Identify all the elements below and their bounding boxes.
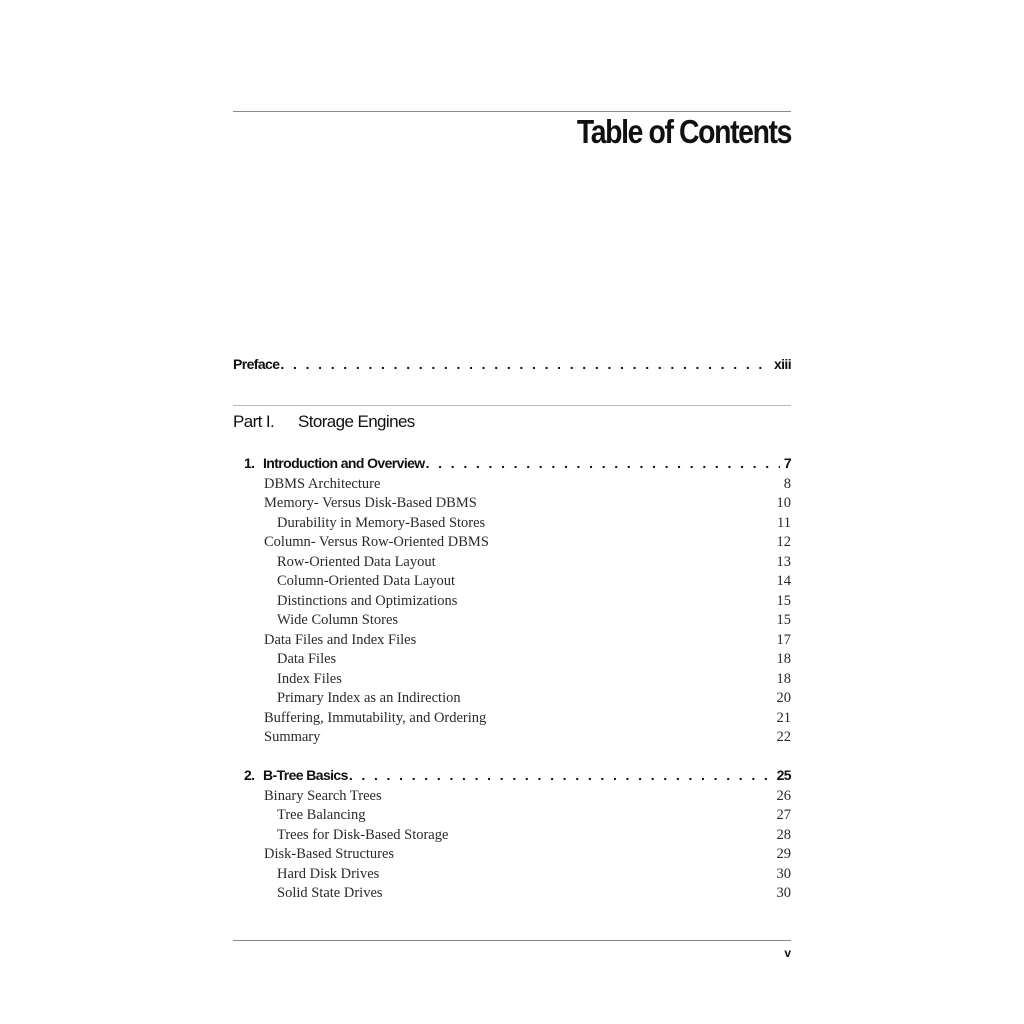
entry-page: 21 [776, 710, 791, 726]
toc-entry-solid-state-drives[interactable] [277, 885, 791, 902]
entry-page: 11 [777, 515, 791, 531]
chapter-number: 2. [244, 767, 255, 783]
entry-title: Hard Disk Drives [277, 866, 380, 882]
entry-title: Row-Oriented Data Layout [277, 554, 436, 570]
entry-page: 8 [783, 476, 791, 492]
chapter-page: 25 [776, 767, 791, 783]
entry-title: Primary Index as an Indirection [277, 690, 461, 706]
toc-entry-binary-search-trees[interactable] [264, 788, 791, 805]
toc-entry-hard-disk-drives[interactable] [277, 866, 791, 883]
entry-page: 20 [776, 690, 791, 706]
part-heading [233, 412, 415, 432]
toc-entry-disk-based-structures[interactable] [264, 846, 791, 863]
toc-entry-primary-index[interactable] [277, 690, 791, 707]
entry-page: 15 [776, 612, 791, 628]
entry-page: 30 [776, 866, 791, 882]
toc-entry-distinctions[interactable] [277, 593, 791, 610]
toc-entry-summary[interactable] [264, 729, 791, 746]
toc-entry-dbms-architecture[interactable] [264, 476, 791, 493]
entry-title: Binary Search Trees [264, 788, 382, 804]
toc-entry-durability[interactable] [277, 515, 791, 532]
entry-title: Tree Balancing [277, 807, 366, 823]
part-title: Storage Engines [298, 412, 415, 431]
entry-title: Data Files [277, 651, 337, 667]
page-number: v [784, 946, 791, 960]
entry-title: Disk-Based Structures [264, 846, 395, 862]
toc-entry-data-and-index-files[interactable] [264, 632, 791, 649]
entry-title: Summary [264, 729, 321, 745]
preface-label: Preface [233, 356, 280, 372]
entry-title: Distinctions and Optimizations [277, 593, 458, 609]
toc-chapter-2[interactable] [244, 767, 791, 783]
chapter-page: 7 [783, 455, 791, 471]
preface-page: xiii [773, 356, 791, 372]
toc-entry-wide-column[interactable] [277, 612, 791, 629]
entry-page: 18 [776, 651, 791, 667]
entry-page: 30 [776, 885, 791, 901]
part-label: Part I. [233, 412, 275, 431]
toc-entry-row-oriented[interactable] [277, 554, 791, 571]
toc-preface[interactable] [233, 356, 791, 372]
dot-leader [426, 455, 780, 471]
dot-leader [280, 356, 770, 372]
entry-title: Buffering, Immutability, and Ordering [264, 710, 487, 726]
toc-entry-tree-balancing[interactable] [277, 807, 791, 824]
chapter-number: 1. [244, 455, 255, 471]
entry-title: DBMS Architecture [264, 476, 381, 492]
top-rule [233, 111, 791, 112]
entry-title: Column-Oriented Data Layout [277, 573, 455, 589]
entry-page: 10 [776, 495, 791, 511]
toc-entry-column-oriented[interactable] [277, 573, 791, 590]
entry-title: Trees for Disk-Based Storage [277, 827, 449, 843]
entry-page: 28 [776, 827, 791, 843]
chapter-title: B-Tree Basics [263, 767, 348, 783]
entry-page: 18 [776, 671, 791, 687]
toc-entry-index-files[interactable] [277, 671, 791, 688]
toc-entry-data-files[interactable] [277, 651, 791, 668]
toc-chapter-1[interactable] [244, 455, 791, 471]
entry-page: 12 [776, 534, 791, 550]
entry-title: Wide Column Stores [277, 612, 399, 628]
toc-entry-memory-vs-disk[interactable] [264, 495, 791, 512]
entry-page: 13 [776, 554, 791, 570]
entry-page: 26 [776, 788, 791, 804]
entry-page: 22 [776, 729, 791, 745]
entry-page: 17 [776, 632, 791, 648]
toc-entry-buffering[interactable] [264, 710, 791, 727]
toc-entry-column-vs-row[interactable] [264, 534, 791, 551]
page-title: Table of Contents [576, 113, 791, 150]
entry-title: Column- Versus Row-Oriented DBMS [264, 534, 489, 550]
part-rule [233, 405, 791, 406]
entry-page: 29 [776, 846, 791, 862]
entry-page: 14 [776, 573, 791, 589]
entry-title: Memory- Versus Disk-Based DBMS [264, 495, 477, 511]
entry-title: Durability in Memory-Based Stores [277, 515, 486, 531]
entry-title: Solid State Drives [277, 885, 383, 901]
chapter-title: Introduction and Overview [263, 455, 425, 471]
toc-entry-trees-disk-storage[interactable] [277, 827, 791, 844]
dot-leader [349, 767, 773, 783]
entry-title: Index Files [277, 671, 342, 687]
entry-title: Data Files and Index Files [264, 632, 417, 648]
entry-page: 27 [776, 807, 791, 823]
entry-page: 15 [776, 593, 791, 609]
bottom-rule [233, 940, 791, 941]
